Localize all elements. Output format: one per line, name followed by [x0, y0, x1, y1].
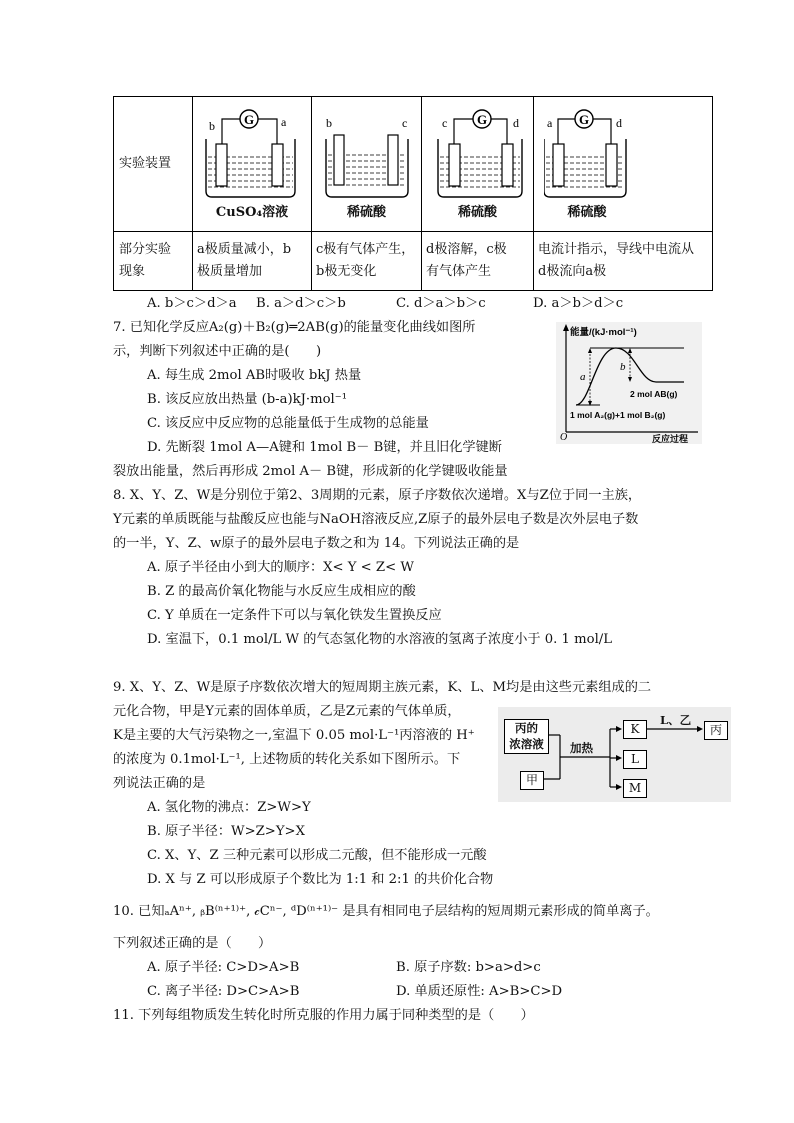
q10-stem-line-2: 下列叙述正确的是（ ） [113, 936, 272, 951]
energy-diagram [556, 322, 702, 444]
svg-text:反应过程: 反应过程 [652, 434, 689, 444]
q8-option-d: D. 室温下，0.1 mol/L W 的气态氢化物的水溶液的氢离子浓度小于 0. 1 mol/L [147, 632, 612, 647]
q7-stem-line-2: 示，判断下列叙述中正确的是( ) [113, 344, 322, 359]
svg-text:b: b [620, 361, 626, 373]
q7-option-b: B. 该反应放出热量 (b-a)kJ·mol⁻¹ [147, 392, 348, 407]
q8-option-a: A. 原子半径由小到大的顺序：X< Y < Z< W [147, 560, 414, 575]
apparatus-1 [193, 97, 312, 232]
q9-stem-line-3: K是主要的大气污染物之一,室温下 0.05 mol·L⁻¹丙溶液的 H⁺ [113, 728, 475, 743]
q6-option-a: A. b＞c＞d＞a [147, 296, 237, 311]
solution-label: CuSO₄溶液 [215, 205, 289, 220]
q8-stem-line-3: 的一半，Y、Z、w原子的最外层电子数之和为 14。下列说法正确的是 [113, 536, 520, 551]
meter-label: G [243, 112, 255, 127]
apparatus-2 [312, 97, 422, 232]
beaker-4-icon [544, 97, 664, 201]
svg-text:能量/(kJ·mol⁻¹): 能量/(kJ·mol⁻¹) [570, 327, 637, 338]
svg-text:a: a [580, 371, 586, 383]
svg-text:c: c [442, 116, 448, 130]
label-heat: 加热 [570, 741, 593, 755]
q7-stem-line-1: 7. 已知化学反应A₂(g)＋B₂(g)═2AB(g)的能量变化曲线如图所 [113, 320, 476, 335]
box-k: K [623, 720, 647, 739]
q10-option-b: B. 原子序数: b>a>d>c [396, 960, 541, 975]
box-bing-concentrated: 丙的 浓溶液 [504, 719, 549, 754]
q10-stem: 10. 已知ₐAⁿ⁺, ᵦB⁽ⁿ⁺¹⁾⁺, 𝒸Cⁿ⁻, ᵈD⁽ⁿ⁺¹⁾⁻ 是具有相同电子层结构的短周期元素形成的简单离子。 [113, 904, 659, 919]
box-l: L [623, 750, 647, 769]
row-label-apparatus: 实验装置 [114, 97, 193, 232]
label-l-yi: L、乙 [660, 713, 692, 727]
beaker-2-icon [312, 97, 421, 201]
row-label-phenomena: 部分实验 现象 [114, 232, 193, 291]
q6-option-d: D. a＞b＞d＞c [533, 296, 624, 311]
q8-option-b: B. Z 的最高价氧化物能与水反应生成相应的酸 [147, 584, 416, 599]
q8-stem-line-2: Y元素的单质既能与盐酸反应也能与NaOH溶液反应,Z原子的最外层电子数是次外层电子数 [113, 512, 639, 527]
q10-option-d: D. 单质还原性: A>B>C>D [396, 984, 563, 999]
svg-text:b: b [209, 119, 215, 133]
svg-text:G: G [578, 112, 590, 127]
svg-text:G: G [476, 112, 488, 127]
result-1: a极质量减小，b 极质量增加 [193, 232, 312, 291]
q9-option-b: B. 原子半径：W>Z>Y>X [147, 824, 305, 839]
q9-option-a: A. 氢化物的沸点：Z>W>Y [147, 800, 311, 815]
q9-stem-line-5: 列说法正确的是 [113, 776, 206, 791]
beaker-1-icon [193, 97, 311, 201]
q7-option-d-continued: 裂放出能量，然后再形成 2mol A－ B键，形成新的化学键吸收能量 [113, 464, 508, 479]
solution-label: 稀硫酸 [346, 205, 386, 220]
q9-stem-line-4: 的浓度为 0.1mol·L⁻¹, 上述物质的转化关系如下图所示。下 [113, 752, 461, 767]
svg-text:2 mol AB(g): 2 mol AB(g) [630, 389, 678, 399]
q6-option-b: B. a＞d＞c＞b [256, 296, 346, 311]
q7-option-d: D. 先断裂 1mol A—A键和 1mol B－ B键，并且旧化学键断 [147, 440, 502, 455]
q8-option-c: C. Y 单质在一定条件下可以与氧化铁发生置换反应 [147, 608, 442, 623]
q9-option-c: C. X、Y、Z 三种元素可以形成二元酸，但不能形成一元酸 [147, 848, 487, 863]
beaker-3-icon [422, 97, 533, 201]
svg-text:a: a [281, 115, 287, 129]
q10-option-a: A. 原子半径: C>D>A>B [147, 960, 300, 975]
q7-option-c: C. 该反应中反应物的总能量低于生成物的总能量 [147, 416, 429, 431]
apparatus-4 [534, 97, 713, 232]
apparatus-3 [422, 97, 534, 232]
q9-stem-line-2: 元化合物，甲是Y元素的固体单质，乙是Z元素的气体单质， [113, 704, 461, 719]
result-4: 电流计指示，导线中电流从 d极流向a极 [534, 232, 713, 291]
result-2: c极有气体产生， b极无变化 [312, 232, 422, 291]
q9-stem-line-1: 9. X、Y、Z、W是原子序数依次增大的短周期主族元素，K、L、M均是由这些元素组成的二 [113, 680, 652, 695]
svg-text:a: a [547, 116, 553, 130]
box-bing: 丙 [704, 721, 728, 740]
svg-text:d: d [513, 116, 519, 130]
q8-stem-line-1: 8. X、Y、Z、W是分别位于第2、3周期的元素，原子序数依次递增。X与Z位于同一主族， [113, 488, 642, 503]
svg-text:d: d [616, 116, 622, 130]
result-3: d极溶解，c极 有气体产生 [422, 232, 534, 291]
box-m: M [623, 779, 647, 798]
q11-stem: 11. 下列每组物质发生转化时所克服的作用力属于同种类型的是（ ） [113, 1008, 534, 1023]
box-jia: 甲 [520, 771, 544, 790]
solution-label: 稀硫酸 [457, 205, 497, 220]
conversion-diagram [498, 707, 731, 802]
svg-text:O: O [560, 432, 568, 443]
experiment-table [113, 96, 713, 291]
svg-text:b: b [326, 116, 332, 130]
q10-option-c: C. 离子半径: D>C>A>B [147, 984, 300, 999]
svg-text:c: c [402, 116, 408, 130]
q7-option-a: A. 每生成 2mol AB时吸收 bkJ 热量 [147, 368, 362, 383]
svg-text:1 mol A₂(g)+1 mol B₂(g): 1 mol A₂(g)+1 mol B₂(g) [570, 410, 666, 420]
solution-label: 稀硫酸 [567, 205, 607, 220]
q6-option-c: C. d＞a＞b＞c [396, 296, 486, 311]
q9-option-d: D. X 与 Z 可以形成原子个数比为 1:1 和 2:1 的共价化合物 [147, 872, 494, 887]
